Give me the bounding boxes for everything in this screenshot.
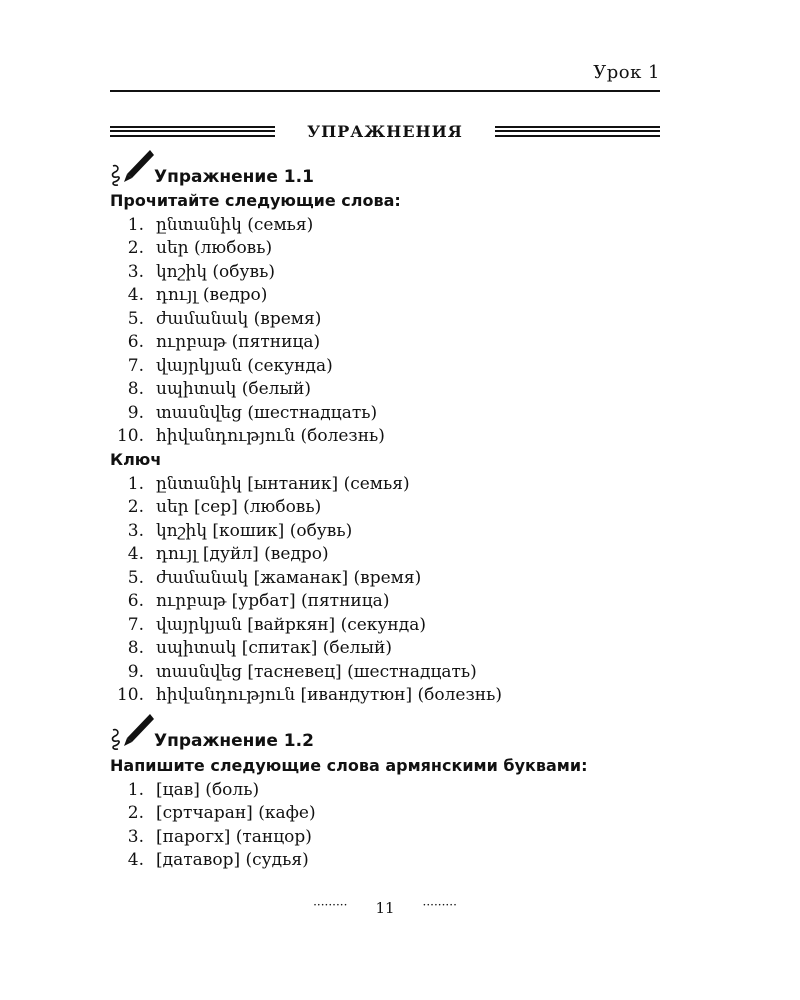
list-item-number: 6.	[127, 591, 144, 612]
list-item-text: [цав] (боль)	[156, 779, 260, 800]
list-item	[110, 802, 670, 826]
list-item	[110, 778, 670, 802]
list-item	[110, 401, 670, 425]
list-item-number: 3.	[127, 520, 144, 541]
list-item	[110, 378, 670, 402]
list-item	[110, 284, 670, 308]
list-item-text: կոշիկ (обувь)	[156, 261, 275, 282]
list-item	[110, 331, 670, 355]
exercise-1-heading	[110, 148, 314, 188]
list-item-number: 5.	[127, 567, 144, 588]
list-item-text: տասնվեց [тасневец] (шестнадцать)	[156, 661, 477, 682]
list-item-number: 1.	[127, 779, 144, 800]
list-item-number: 4.	[127, 285, 144, 306]
list-item	[110, 354, 670, 378]
list-item-text: վայրկյան [вайркян] (секунда)	[156, 614, 426, 635]
list-item-text: դույլ (ведро)	[156, 285, 268, 306]
list-item-number: 4.	[127, 850, 144, 871]
page-footer	[110, 898, 660, 918]
exercise-2-instruction: Напишите следующие слова армянскими буквами:	[110, 756, 588, 775]
banner-rule-right	[495, 126, 660, 137]
exercise-1-instruction: Прочитайте следующие слова:	[110, 191, 401, 210]
list-item-number: 1.	[127, 214, 144, 235]
list-item	[110, 684, 670, 708]
exercise-1-title: Упражнение 1.1	[154, 167, 314, 187]
footer-dots-right: ·········	[422, 898, 457, 912]
exercise-1-word-list	[110, 213, 670, 448]
list-item-text: ընտանիկ (семья)	[156, 214, 314, 235]
list-item-text: տասնվեց (шестнадцать)	[156, 402, 378, 423]
exercise-2-title: Упражнение 1.2	[154, 731, 314, 751]
banner-rule-left	[110, 126, 275, 137]
list-item-text: [сртчаран] (кафе)	[156, 803, 316, 824]
list-item	[110, 849, 670, 873]
list-item-number: 2.	[127, 803, 144, 824]
list-item-number: 8.	[127, 638, 144, 659]
list-item	[110, 472, 670, 496]
list-item-text: կոշիկ [кошик] (обувь)	[156, 520, 353, 541]
list-item-text: ընտանիկ [ынтаник] (семья)	[156, 473, 410, 494]
list-item-text: ժամանակ (время)	[156, 308, 322, 329]
list-item-text: ուրբաթ (пятница)	[156, 332, 321, 353]
list-item-number: 8.	[127, 379, 144, 400]
list-item-number: 2.	[127, 238, 144, 259]
running-header: Урок 1	[593, 62, 660, 83]
list-item-number: 3.	[127, 826, 144, 847]
page-number: 11	[375, 899, 395, 917]
list-item	[110, 307, 670, 331]
section-title: УПРАЖНЕНИЯ	[307, 121, 463, 141]
list-item-text: սպիտակ [спитак] (белый)	[156, 638, 392, 659]
list-item-text: սեր (любовь)	[156, 238, 273, 259]
list-item	[110, 613, 670, 637]
list-item	[110, 496, 670, 520]
list-item	[110, 637, 670, 661]
key-label: Ключ	[110, 450, 162, 469]
list-item	[110, 543, 670, 567]
list-item-number: 10.	[116, 426, 144, 447]
list-item-text: սեր [сер] (любовь)	[156, 497, 322, 518]
list-item-number: 6.	[127, 332, 144, 353]
list-item-text: [датавор] (судья)	[156, 850, 309, 871]
exercise-1-answer-key-list	[110, 472, 670, 707]
list-item-text: հիվանդություն (болезнь)	[156, 426, 385, 447]
list-item	[110, 825, 670, 849]
list-item	[110, 260, 670, 284]
list-item	[110, 590, 670, 614]
exercise-2-word-list	[110, 778, 670, 872]
list-item-number: 9.	[127, 402, 144, 423]
exercise-2-heading	[110, 712, 314, 752]
list-item-number: 7.	[127, 614, 144, 635]
section-banner	[110, 118, 660, 144]
list-item	[110, 237, 670, 261]
list-item-number: 9.	[127, 661, 144, 682]
document-page	[110, 0, 660, 1000]
list-item-number: 7.	[127, 355, 144, 376]
list-item-number: 2.	[127, 497, 144, 518]
footer-dots-left: ·········	[313, 898, 348, 912]
list-item-text: վայրկյան (секунда)	[156, 355, 333, 376]
list-item	[110, 213, 670, 237]
list-item-text: դույլ [дуйл] (ведро)	[156, 544, 329, 565]
list-item-text: հիվանդություն [ивандутюн] (болезнь)	[156, 685, 502, 706]
list-item	[110, 519, 670, 543]
list-item-number: 10.	[116, 685, 144, 706]
list-item	[110, 660, 670, 684]
list-item	[110, 566, 670, 590]
list-item-text: ուրբաթ [урбат] (пятница)	[156, 591, 390, 612]
pen-icon	[110, 148, 154, 188]
list-item-text: [парогх] (танцор)	[156, 826, 312, 847]
list-item-number: 5.	[127, 308, 144, 329]
list-item-number: 4.	[127, 544, 144, 565]
pen-icon	[110, 712, 154, 752]
list-item-text: ժամանակ [жаманак] (время)	[156, 567, 422, 588]
list-item-number: 3.	[127, 261, 144, 282]
list-item	[110, 425, 670, 449]
list-item-number: 1.	[127, 473, 144, 494]
header-rule	[110, 90, 660, 92]
list-item-text: սպիտակ (белый)	[156, 379, 311, 400]
